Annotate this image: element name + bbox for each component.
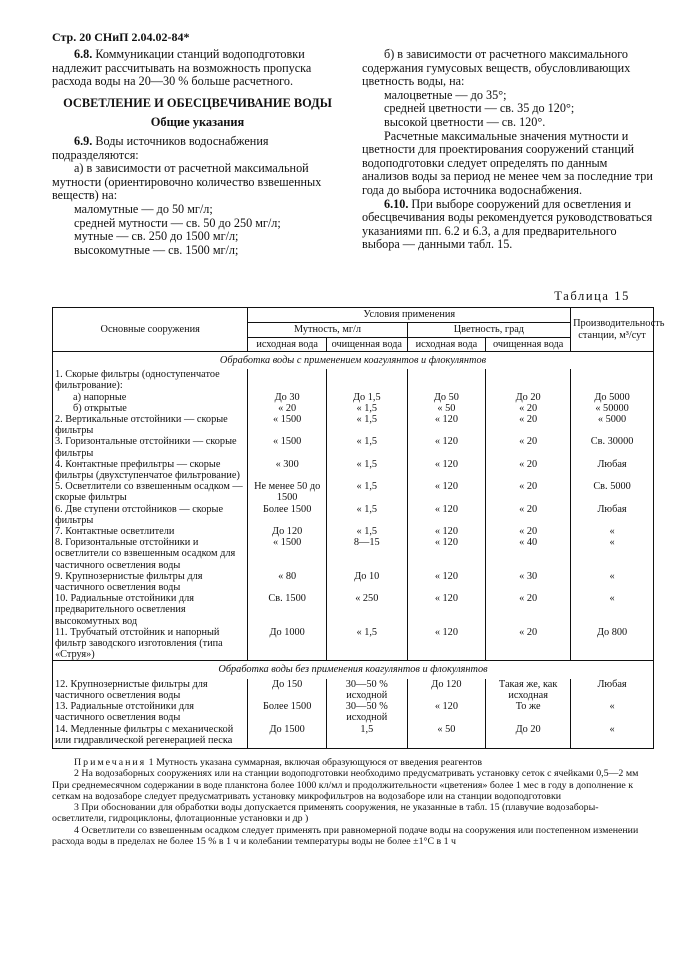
note-3: 3 При обосновании для обработки воды допускается применять сооружения, не указанные в табл. 15 (плавучие водозаборы-осветлители, гидроциклоны, флотационные установки и др ) <box>52 802 599 825</box>
table-row <box>53 571 654 593</box>
paragraph-number: 6.10. <box>384 196 409 211</box>
section-title: ОСВЕТЛЕНИЕ И ОБЕСЦВЕЧИВАНИЕ ВОДЫ <box>63 95 332 110</box>
paragraph-6-9-a: а) в зависимости от расчетной максимальной мутности (ориентировочно количество взвешенных веществ) на: <box>52 161 322 203</box>
header-turbidity-source: исходная вода <box>248 338 327 352</box>
turbidity-clean-cell: 30—50 % исходной <box>326 701 407 723</box>
table-row <box>53 459 654 481</box>
turbidity-source-cell: Не менее 50 до 1500 <box>248 481 327 503</box>
table-15 <box>52 307 665 749</box>
structure-name-cell: 10. Радиальные отстойники для предварительного осветления высокомутных вод <box>53 593 248 627</box>
paragraph-6-9 <box>52 135 343 162</box>
color-clean-cell: Такая же, как исходная <box>486 679 571 701</box>
color-source-cell: « 120 <box>407 701 486 723</box>
turbidity-source-cell <box>248 369 327 391</box>
notes-label: Примечания <box>74 757 147 768</box>
table-body-coagulant <box>53 352 654 661</box>
turbidity-class: высокомутные — св. 1500 мг/л; <box>74 242 239 257</box>
structure-name-cell: 4. Контактные префильтры — скорые фильтры (двухступенчатое фильтрование) <box>53 459 248 481</box>
header-conditions: Условия применения <box>248 308 571 323</box>
header-performance: Производительность станции, м³/сут <box>571 308 654 352</box>
color-source-cell: « 120 <box>407 537 486 571</box>
paragraph-number: 6.8. <box>74 47 93 61</box>
color-source-cell: « 50 <box>407 403 486 414</box>
color-clean-cell: « 30 <box>486 571 571 593</box>
structure-name-cell: б) открытые <box>53 403 248 414</box>
right-column <box>362 48 654 252</box>
performance-cell: « <box>571 724 654 749</box>
header-turbidity: Мутность, мг/л <box>248 323 407 338</box>
performance-cell: « <box>571 537 654 571</box>
header-color-source: исходная вода <box>407 338 486 352</box>
performance-cell: Любая <box>571 679 654 701</box>
header-main-structures: Основные сооружения <box>53 308 248 352</box>
note-text: 1 Мутность указана суммарная, включая образующуюся от введения реагентов <box>148 757 482 768</box>
performance-cell: Любая <box>571 504 654 526</box>
color-source-cell: « 120 <box>407 414 486 436</box>
structure-name-cell: а) напорные <box>53 392 248 403</box>
turbidity-source-cell: « 20 <box>248 403 327 414</box>
turbidity-clean-cell: « 1,5 <box>326 504 407 526</box>
turbidity-source-cell: Более 1500 <box>248 504 327 526</box>
turbidity-clean-cell: « 1,5 <box>326 481 407 503</box>
paragraph-text: При выборе сооружений для осветления и обесцвечивания воды рекомендуется руководствоваться указаниями пп. 6.2 и 6.3, а для предварительного выбора — данными табл. 15. <box>362 196 653 252</box>
color-clean-cell: То же <box>486 701 571 723</box>
turbidity-clean-cell: 8—15 <box>326 537 407 571</box>
turbidity-clean-cell: « 1,5 <box>326 414 407 436</box>
header-color-clean: очищенная вода <box>486 338 571 352</box>
paragraph-text: Коммуникации станций водоподготовки надлежит рассчитывать на возможность пропуска расхода воды на 20—30 % больше расчетного. <box>52 47 312 89</box>
table-row <box>53 504 654 526</box>
performance-cell: « 5000 <box>571 414 654 436</box>
page-header: Стр. 20 СНиП 2.04.02-84* <box>52 30 190 44</box>
turbidity-clean-cell: 1,5 <box>326 724 407 749</box>
color-clean-cell: « 20 <box>486 403 571 414</box>
color-clean-cell: « 20 <box>486 526 571 537</box>
structure-name-cell: 13. Радиальные отстойники для частичного осветления воды <box>53 701 248 723</box>
color-clean-cell: « 20 <box>486 414 571 436</box>
turbidity-class: мутные — св. 250 до 1500 мг/л; <box>74 229 239 244</box>
performance-cell: До 5000 <box>571 392 654 403</box>
turbidity-clean-cell: « 1,5 <box>326 459 407 481</box>
turbidity-source-cell: « 1500 <box>248 537 327 571</box>
note-2: 2 На водозаборных сооружениях или на станции водоподготовки необходимо предусматривать установку сеток с ячейками 0,5—2 мм При среднемесячном содержании в воде планктона более 1000 кл/мл и продолжительности «цветения» более 1 мес в году в дополнение к сеткам на водозаборе следует предусматривать установку микрофильтров на водозаборе или на станции водоподготовки <box>52 768 639 802</box>
turbidity-class: маломутные — до 50 мг/л; <box>74 201 213 216</box>
color-source-cell: « 120 <box>407 571 486 593</box>
color-class: малоцветные — до 35°; <box>384 87 507 102</box>
header-turbidity-clean: очищенная вода <box>326 338 407 352</box>
color-source-cell: « 120 <box>407 593 486 627</box>
turbidity-source-cell: « 1500 <box>248 414 327 436</box>
turbidity-clean-cell: До 1,5 <box>326 392 407 403</box>
color-source-cell: « 120 <box>407 627 486 661</box>
turbidity-clean-cell: « 1,5 <box>326 403 407 414</box>
structure-name-cell: 11. Трубчатый отстойник и напорный фильтр заводского изготовления (типа «Струя») <box>53 627 248 661</box>
performance-cell: « <box>571 571 654 593</box>
table-row <box>53 701 654 723</box>
turbidity-source-cell: Более 1500 <box>248 701 327 723</box>
subsection-title: Общие указания <box>150 115 245 130</box>
performance-cell: « <box>571 701 654 723</box>
turbidity-source-cell: До 120 <box>248 526 327 537</box>
turbidity-clean-cell <box>326 369 407 391</box>
turbidity-clean-cell: « 1,5 <box>326 526 407 537</box>
structure-name-cell: 5. Осветлители со взвешенным осадком — скорые фильтры <box>53 481 248 503</box>
performance-cell: « 50000 <box>571 403 654 414</box>
color-clean-cell <box>486 369 571 391</box>
table-row <box>53 403 654 414</box>
table-row <box>53 537 654 571</box>
turbidity-clean-cell: « 250 <box>326 593 407 627</box>
performance-cell: « <box>571 593 654 627</box>
color-source-cell: « 120 <box>407 436 486 458</box>
color-clean-cell: « 20 <box>486 436 571 458</box>
color-source-cell: « 50 <box>407 724 486 749</box>
color-clean-cell: « 20 <box>486 504 571 526</box>
turbidity-source-cell: « 300 <box>248 459 327 481</box>
table-row <box>53 526 654 537</box>
table-row <box>53 436 654 458</box>
paragraph-6-10 <box>362 198 654 252</box>
turbidity-source-cell: « 1500 <box>248 436 327 458</box>
color-clean-cell: « 20 <box>486 481 571 503</box>
turbidity-source-cell: До 1500 <box>248 724 327 749</box>
paragraph-number: 6.9. <box>74 133 93 148</box>
table-row <box>53 369 654 391</box>
table-body-no-coagulant <box>53 661 654 748</box>
header-color: Цветность, град <box>407 323 571 338</box>
color-source-cell <box>407 369 486 391</box>
structure-name-cell: 8. Горизонтальные отстойники и осветлители со взвешенным осадком для частичного осветления воды <box>53 537 248 571</box>
table-row <box>53 724 654 749</box>
color-clean-cell: « 20 <box>486 593 571 627</box>
color-source-cell: До 50 <box>407 392 486 403</box>
color-source-cell: « 120 <box>407 459 486 481</box>
structure-name-cell: 3. Горизонтальные отстойники — скорые фильтры <box>53 436 248 458</box>
table-row <box>53 679 654 701</box>
performance-cell <box>571 369 654 391</box>
color-source-cell: До 120 <box>407 679 486 701</box>
turbidity-source-cell: « 80 <box>248 571 327 593</box>
table-row <box>53 414 654 436</box>
paragraph-calc: Расчетные максимальные значения мутности и цветности для проектирования сооружений станций водоподготовки следует определять по данным анализов воды за период не менее чем за последние три года до выбора источника водоснабжения. <box>362 128 653 197</box>
color-clean-cell: До 20 <box>486 724 571 749</box>
color-clean-cell: « 20 <box>486 627 571 661</box>
note-4: 4 Осветлители со взвешенным осадком следует применять при равномерной подаче воды на сооружения или постепенном изменении расхода воды в пределах не более 15 % в 1 ч и колебании температуры воды не более ±1°С в 1 ч <box>52 824 639 848</box>
structure-name-cell: 2. Вертикальные отстойники — скорые фильтры <box>53 414 248 436</box>
table-section-title: Обработка воды с применением коагулянтов и флокулянтов <box>53 352 654 370</box>
structure-name-cell: 6. Две ступени отстойников — скорые фильтры <box>53 504 248 526</box>
structure-name-cell: 12. Крупнозернистые фильтры для частичного осветления воды <box>53 679 248 701</box>
left-column <box>52 48 343 257</box>
color-clean-cell: « 20 <box>486 459 571 481</box>
structure-name-cell: 7. Контактные осветлители <box>53 526 248 537</box>
color-clean-cell: До 20 <box>486 392 571 403</box>
color-class: средней цветности — св. 35 до 120°; <box>384 101 575 116</box>
table-row <box>53 593 654 627</box>
performance-cell: Св. 30000 <box>571 436 654 458</box>
turbidity-source-cell: До 30 <box>248 392 327 403</box>
structure-name-cell: 1. Скорые фильтры (одноступенчатое фильтрование): <box>53 369 248 391</box>
performance-cell: Любая <box>571 459 654 481</box>
color-class: высокой цветности — св. 120°. <box>384 114 546 129</box>
paragraph-6-8 <box>52 48 343 89</box>
turbidity-class: средней мутности — св. 50 до 250 мг/л; <box>74 215 281 230</box>
turbidity-clean-cell: До 10 <box>326 571 407 593</box>
performance-cell: До 800 <box>571 627 654 661</box>
turbidity-clean-cell: 30—50 % исходной <box>326 679 407 701</box>
color-source-cell: « 120 <box>407 481 486 503</box>
table-row <box>53 481 654 503</box>
color-source-cell: « 120 <box>407 526 486 537</box>
paragraph-6-9-b: б) в зависимости от расчетного максимального содержания гумусовых веществ, обусловливающих цветность воды, на: <box>362 47 631 89</box>
structure-name-cell: 9. Крупнозернистые фильтры для частичного осветления воды <box>53 571 248 593</box>
performance-cell: « <box>571 526 654 537</box>
table-row <box>53 392 654 403</box>
table-section-title: Обработка воды без применения коагулянтов и флокулянтов <box>53 661 654 679</box>
color-source-cell: « 120 <box>407 504 486 526</box>
turbidity-clean-cell: « 1,5 <box>326 436 407 458</box>
performance-cell: Св. 5000 <box>571 481 654 503</box>
note-1 <box>52 757 652 768</box>
structure-name-cell: 14. Медленные фильтры с механической или гидравлической регенерацией песка <box>53 724 248 749</box>
turbidity-source-cell: До 1000 <box>248 627 327 661</box>
turbidity-source-cell: Св. 1500 <box>248 593 327 627</box>
table-caption: Таблица 15 <box>554 289 630 303</box>
color-clean-cell: « 40 <box>486 537 571 571</box>
turbidity-source-cell: До 150 <box>248 679 327 701</box>
turbidity-clean-cell: « 1,5 <box>326 627 407 661</box>
paragraph-text: Воды источников водоснабжения подразделяются: <box>52 133 269 162</box>
table-notes <box>52 757 652 847</box>
table-row <box>53 627 654 661</box>
